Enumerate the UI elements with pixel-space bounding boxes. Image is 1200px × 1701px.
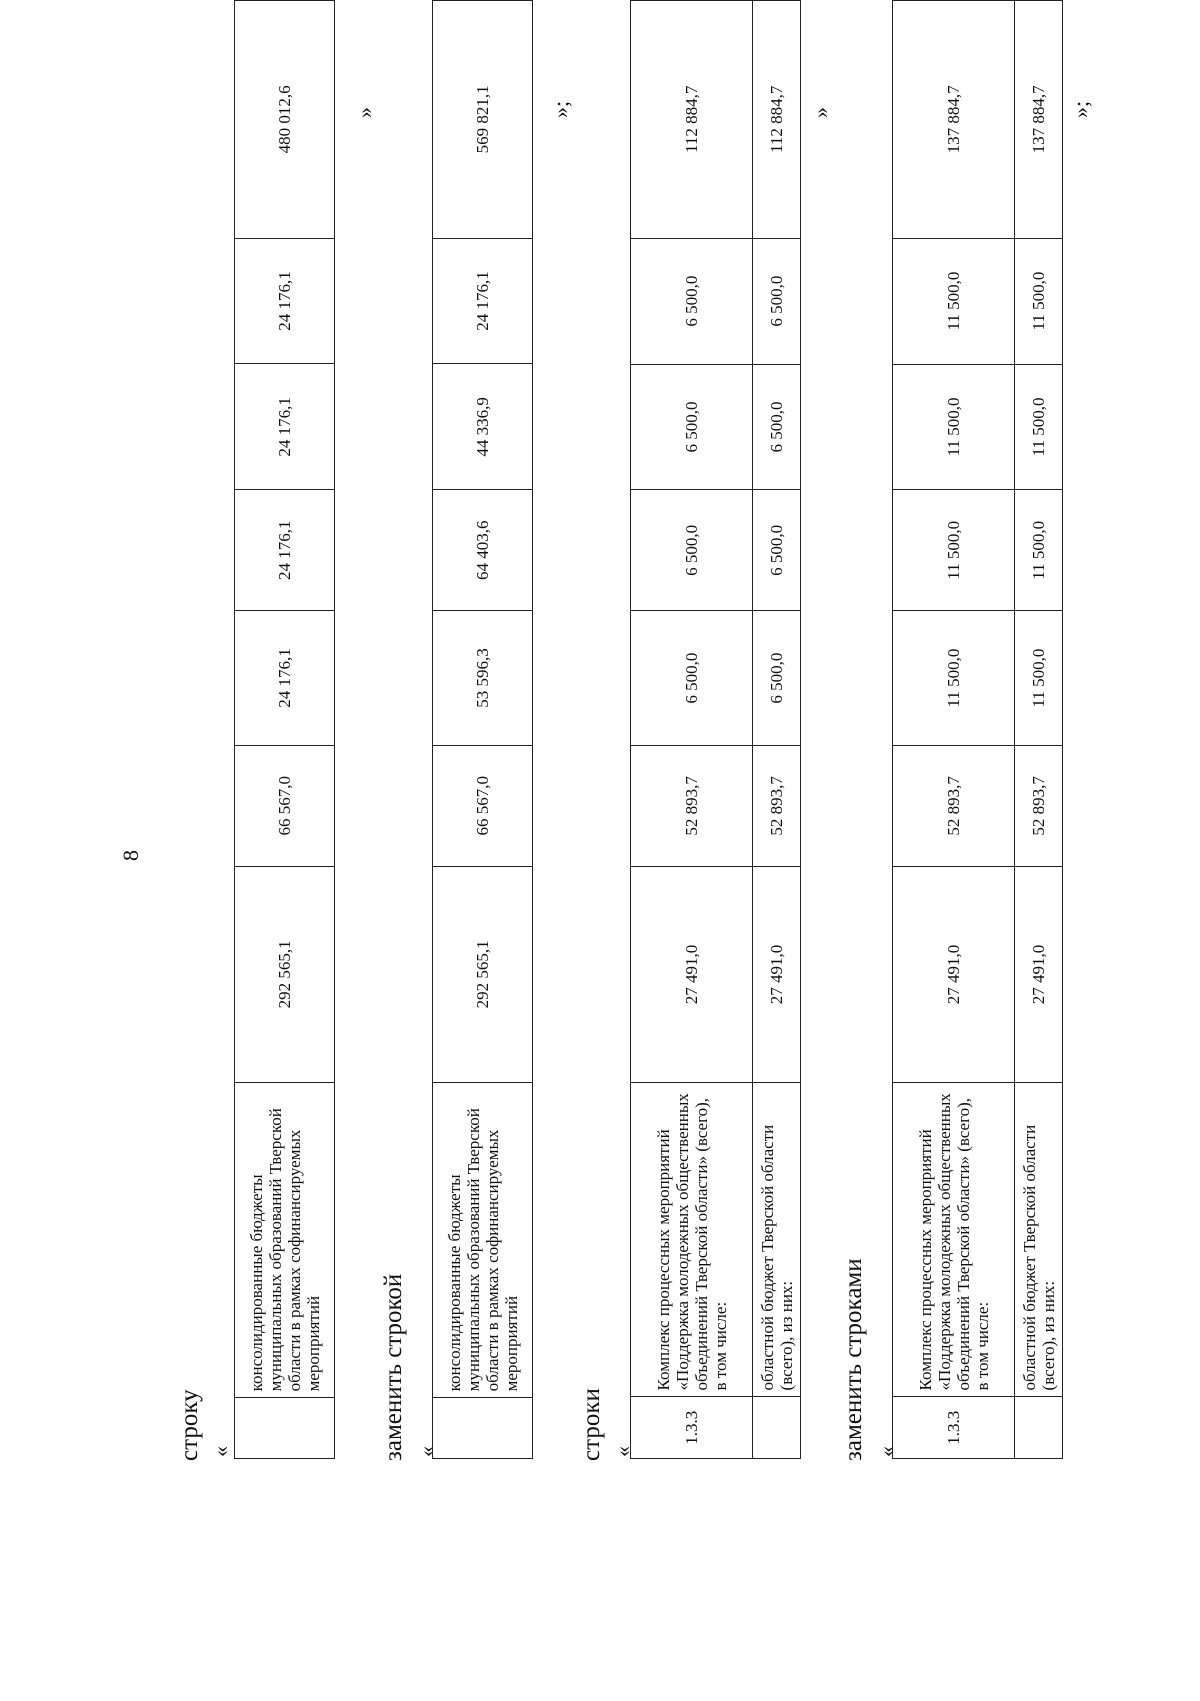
- amendment-table: [630, 0, 801, 1459]
- value-cell: 6 500,0: [631, 490, 753, 611]
- value-cell: 112 884,7: [753, 1, 801, 239]
- value-cell: 11 500,0: [893, 364, 1015, 490]
- value-cell: 6 500,0: [631, 238, 753, 364]
- close-quote: »: [808, 107, 833, 118]
- row-code: 1.3.3: [893, 1397, 1015, 1459]
- table-row: [433, 1, 533, 1459]
- value-cell: 6 500,0: [753, 490, 801, 611]
- row-code: [235, 1398, 335, 1459]
- close-quote: »;: [548, 100, 573, 118]
- value-cell: 66 567,0: [235, 745, 335, 866]
- value-cell: 24 176,1: [235, 238, 335, 364]
- table-row: [235, 1, 335, 1459]
- value-cell: 11 500,0: [1015, 611, 1063, 746]
- value-cell: 137 884,7: [893, 1, 1015, 239]
- value-cell: 6 500,0: [631, 364, 753, 490]
- row-code: [753, 1397, 801, 1459]
- value-cell: 11 500,0: [893, 490, 1015, 611]
- value-cell: 52 893,7: [893, 745, 1015, 866]
- row-description: областной бюджет Тверской области (всего), из них:: [753, 1083, 801, 1397]
- open-quote: «: [208, 1446, 233, 1457]
- value-cell: 64 403,6: [433, 490, 533, 611]
- value-cell: 480 012,6: [235, 1, 335, 239]
- row-code: [433, 1398, 533, 1459]
- open-quote: «: [414, 1446, 439, 1457]
- table-row: [631, 1, 753, 1459]
- row-code: [1015, 1397, 1063, 1459]
- row-description: Комплекс процессных мероприятий «Поддержка молодежных общественных объединений Тверской области» (всего), в том числе:: [893, 1083, 1015, 1397]
- table-row: [893, 1, 1015, 1459]
- value-cell: 11 500,0: [893, 611, 1015, 746]
- table-row: [753, 1, 801, 1459]
- value-cell: 292 565,1: [433, 866, 533, 1082]
- table-row: [1015, 1, 1063, 1459]
- value-cell: 569 821,1: [433, 1, 533, 239]
- open-quote: «: [610, 1446, 635, 1457]
- value-cell: 27 491,0: [631, 866, 753, 1082]
- close-quote: »;: [1068, 100, 1093, 118]
- amendment-table: [234, 0, 335, 1459]
- value-cell: 52 893,7: [753, 745, 801, 866]
- row-description: консолидированные бюджеты муниципальных образований Тверской области в рамках софинансируемых мероприятий: [235, 1082, 335, 1397]
- value-cell: 53 596,3: [433, 611, 533, 746]
- value-cell: 52 893,7: [1015, 745, 1063, 866]
- value-cell: 6 500,0: [753, 238, 801, 364]
- section-label: строки: [578, 1388, 605, 1461]
- value-cell: 66 567,0: [433, 745, 533, 866]
- value-cell: 44 336,9: [433, 364, 533, 490]
- value-cell: 27 491,0: [1015, 866, 1063, 1082]
- row-description: областной бюджет Тверской области (всего), из них:: [1015, 1083, 1063, 1397]
- value-cell: 11 500,0: [1015, 490, 1063, 611]
- row-code: 1.3.3: [631, 1397, 753, 1459]
- row-description: консолидированные бюджеты муниципальных образований Тверской области в рамках софинансируемых мероприятий: [433, 1082, 533, 1397]
- value-cell: 27 491,0: [893, 866, 1015, 1082]
- section-label: заменить строками: [840, 1258, 867, 1461]
- row-description: Комплекс процессных мероприятий «Поддержка молодежных общественных объединений Тверской области» (всего), в том числе:: [631, 1083, 753, 1397]
- value-cell: 52 893,7: [631, 745, 753, 866]
- value-cell: 137 884,7: [1015, 1, 1063, 239]
- section-label: строку: [176, 1389, 203, 1461]
- value-cell: 6 500,0: [631, 611, 753, 746]
- value-cell: 24 176,1: [235, 364, 335, 490]
- close-quote: »: [352, 107, 377, 118]
- value-cell: 6 500,0: [753, 364, 801, 490]
- amendment-table: [432, 0, 533, 1459]
- value-cell: 11 500,0: [893, 238, 1015, 364]
- value-cell: 27 491,0: [753, 866, 801, 1082]
- value-cell: 11 500,0: [1015, 238, 1063, 364]
- value-cell: 6 500,0: [753, 611, 801, 746]
- value-cell: 292 565,1: [235, 866, 335, 1082]
- value-cell: 11 500,0: [1015, 364, 1063, 490]
- section-label: заменить строкой: [380, 1273, 407, 1461]
- page-number: 8: [118, 850, 143, 861]
- value-cell: 24 176,1: [433, 238, 533, 364]
- value-cell: 112 884,7: [631, 1, 753, 239]
- amendment-table: [892, 0, 1063, 1459]
- value-cell: 24 176,1: [235, 611, 335, 746]
- value-cell: 24 176,1: [235, 490, 335, 611]
- open-quote: «: [874, 1446, 899, 1457]
